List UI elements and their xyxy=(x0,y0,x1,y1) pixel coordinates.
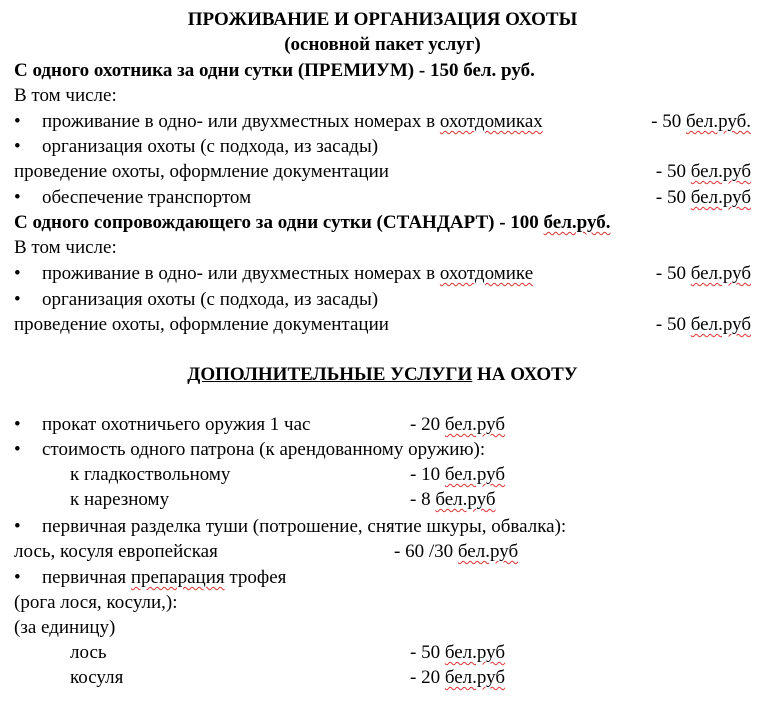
bullet-icon: • xyxy=(14,439,21,460)
premium-organization-item xyxy=(14,135,751,159)
trophy-item xyxy=(14,566,751,590)
standard-lodging-price: - 50 бел.руб xyxy=(655,263,751,284)
premium-lodging-place: охотдомиках xyxy=(439,111,543,132)
bullet-icon: • xyxy=(14,414,21,435)
premium-organization-line2: проведение охоты, оформление документации xyxy=(14,161,389,182)
bullet-icon: • xyxy=(14,516,21,537)
premium-heading: С одного охотника за одни сутки (ПРЕМИУМ) - 150 бел. руб. xyxy=(14,60,535,81)
standard-heading: С одного сопровождающего за одни сутки (СТАНДАРТ) - 100 бел.руб. xyxy=(14,212,611,233)
trophy-note1: (рога лося, косули,): xyxy=(14,592,178,613)
trophy-note2: (за единицу) xyxy=(14,617,116,638)
standard-organization-item xyxy=(14,288,751,312)
premium-organization-cont xyxy=(14,160,751,184)
standard-organization-line2: проведение охоты, оформление документации xyxy=(14,314,389,335)
premium-lodging-item xyxy=(14,110,751,134)
premium-transport-text: обеспечение транспортом xyxy=(42,187,252,208)
premium-transport-item xyxy=(14,186,751,210)
standard-lodging-place: охотдомике xyxy=(439,263,534,284)
trophy-text: первичная препарация трофея xyxy=(42,567,287,588)
butchering-text: первичная разделка туши (потрошение, снятие шкуры, обвалка): xyxy=(42,516,567,537)
bullet-icon: • xyxy=(14,567,21,588)
rifled-price: - 8 бел.руб xyxy=(410,489,496,510)
smoothbore-row xyxy=(14,463,751,487)
trophy-roe-row xyxy=(14,666,751,690)
premium-transport-price: - 50 бел.руб xyxy=(655,187,751,208)
document-title: ПРОЖИВАНИЕ И ОРГАНИЗАЦИЯ ОХОТЫ xyxy=(187,9,578,30)
standard-lodging-item xyxy=(14,262,751,286)
bullet-icon: • xyxy=(14,111,21,132)
moose-roe-row xyxy=(14,540,751,564)
trophy-roe-price: - 20 бел.руб xyxy=(410,667,506,688)
standard-organization-text: организация охоты (с подхода, из засады) xyxy=(42,289,379,310)
standard-organization-cont xyxy=(14,313,751,337)
standard-lodging-text: проживание в одно- или двухместных номерах в xyxy=(42,263,440,284)
premium-including: В том числе: xyxy=(14,85,117,106)
smoothbore-price: - 10 бел.руб xyxy=(410,464,506,485)
moose-roe-text: лось, косуля европейская xyxy=(14,541,218,562)
trophy-roe-text: косуля xyxy=(70,667,124,688)
premium-organization-price: - 50 бел.руб xyxy=(655,161,751,182)
rental-item xyxy=(14,413,751,437)
rental-price: - 20 бел.руб xyxy=(410,414,506,435)
trophy-moose-row xyxy=(14,641,751,665)
rifled-row xyxy=(14,488,751,512)
trophy-moose-text: лось xyxy=(70,642,107,663)
standard-organization-price: - 50 бел.руб xyxy=(655,314,751,335)
premium-lodging-price: - 50 бел.руб. xyxy=(651,111,751,132)
cartridge-text: стоимость одного патрона (к арендованному оружию): xyxy=(42,439,486,460)
document-subtitle: (основной пакет услуг) xyxy=(284,34,481,55)
bullet-icon: • xyxy=(14,263,21,284)
trophy-moose-price: - 50 бел.руб xyxy=(410,642,506,663)
rental-text: прокат охотничьего оружия 1 час xyxy=(42,414,311,435)
smoothbore-text: к гладкоствольному xyxy=(70,464,231,485)
additional-title: ДОПОЛНИТЕЛЬНЫЕ УСЛУГИ НА ОХОТУ xyxy=(187,364,578,385)
moose-roe-price: - 60 /30 бел.руб xyxy=(394,541,519,562)
rifled-text: к нарезному xyxy=(70,489,170,510)
butchering-item xyxy=(14,515,751,539)
bullet-icon: • xyxy=(14,136,21,157)
premium-organization-text: организация охоты (с подхода, из засады) xyxy=(42,136,379,157)
standard-including: В том числе: xyxy=(14,237,117,258)
premium-lodging-text: проживание в одно- или двухместных номерах в xyxy=(42,111,440,132)
bullet-icon: • xyxy=(14,289,21,310)
bullet-icon: • xyxy=(14,187,21,208)
cartridge-item xyxy=(14,438,751,462)
